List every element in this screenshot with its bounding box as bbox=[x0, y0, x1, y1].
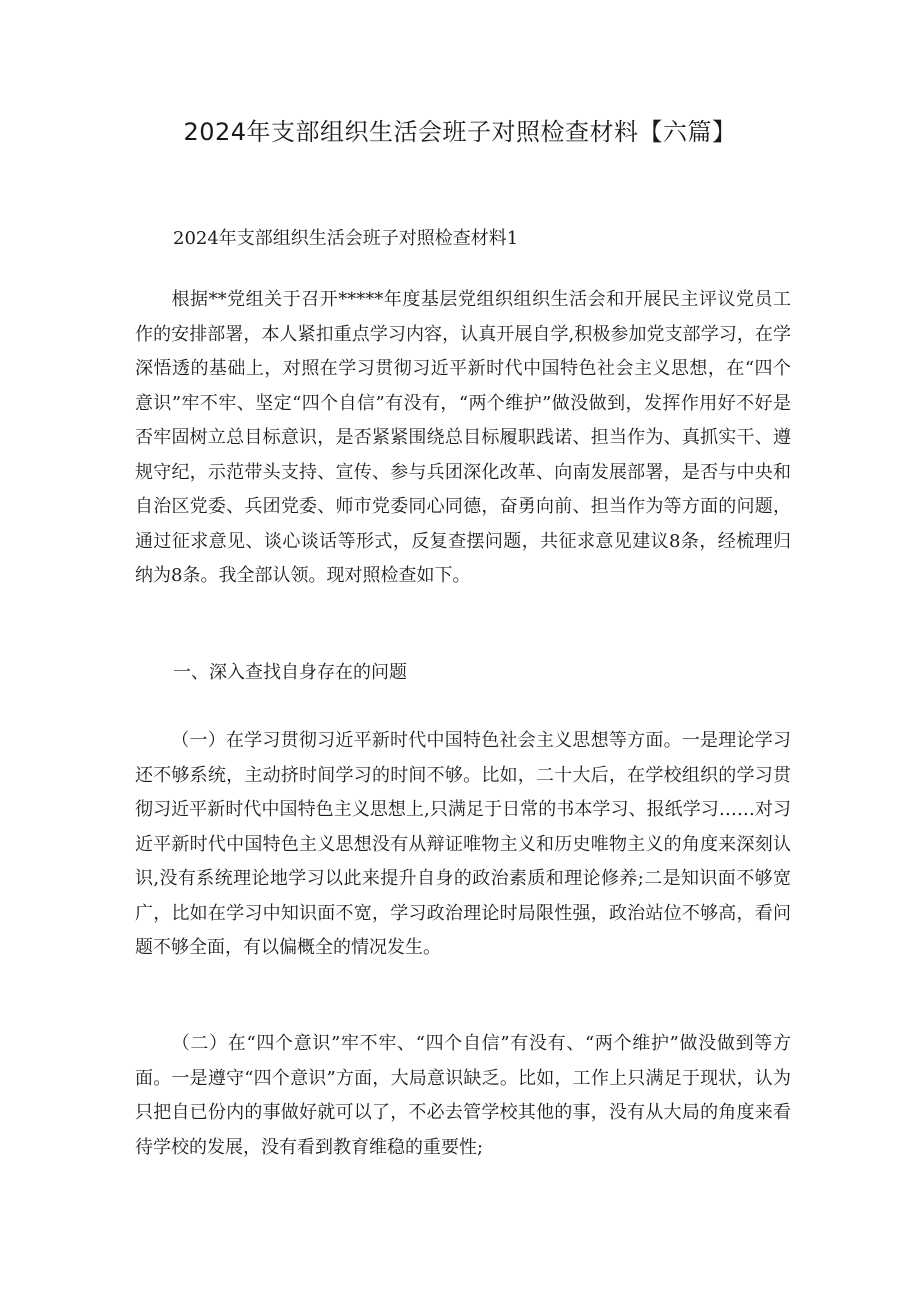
item-two-text: （二）在“四个意识”牢不牢、“四个自信”有没有、“两个维护”做没做到等方面。一是遵守“四个意识”方面，大局意识缺乏。比如，工作上只满足于现状，认为只把自已份内的事做好就可以了，不必去管学校其他的事，没有从大局的角度来看待学校的发展，没有看到教育维稳的重要性; bbox=[135, 1033, 791, 1158]
intro-text: 根据**党组关于召开*****年度基层党组织组织生活会和开展民主评议党员工作的安排部署，本人紧扣重点学习内容，认真开展自学,积极参加党支部学习，在学深悟透的基础上，对照在学习贯彻习近平新时代中国特色社会主义思想，在“四个意识”牢不牢、坚定“四个自信”有没有，“两个维护”做没做到，发挥作用好不好是否牢固树立总目标意识，是否紧紧围绕总目标履职践诺、担当作为、真抓实干、遵规守纪，示范带头支持、宣传、参与兵团深化改革、向南发展部署，是否与中央和自治区党委、兵团党委、师市党委同心同德，奋勇向前、担当作为等方面的问题，通过征求意见、谈心谈话等形式，反复查摆问题，共征求意见建议8条，经梳理归纳为8条。我全部认领。现对照检查如下。 bbox=[135, 289, 791, 586]
intro-paragraph bbox=[135, 283, 791, 594]
section-heading: 一、深入查找自身存在的问题 bbox=[173, 662, 407, 683]
document-title: 2024年支部组织生活会班子对照检查材料【六篇】 bbox=[183, 118, 737, 146]
document-subtitle: 2024年支部组织生活会班子对照检查材料1 bbox=[173, 228, 519, 249]
item-one-text: （一）在学习贯彻习近平新时代中国特色社会主义思想等方面。一是理论学习还不够系统，主动挤时间学习的时间不够。比如，二十大后，在学校组织的学习贯彻习近平新时代中国特色主义思想上,只满足于日常的书本学习、报纸学习……对习近平新时代中国特色主义思想没有从辩证唯物主义和历史唯物主义的角度来深刻认识,没有系统理论地学习以此来提升自身的政治素质和理论修养;二是知识面不够宽广，比如在学习中知识面不宽，学习政治理论时局限性强，政治站位不够高，看问题不够全面，有以偏概全的情况发生。 bbox=[135, 730, 791, 958]
item-one-paragraph bbox=[135, 724, 791, 966]
item-two-paragraph bbox=[135, 1027, 791, 1165]
